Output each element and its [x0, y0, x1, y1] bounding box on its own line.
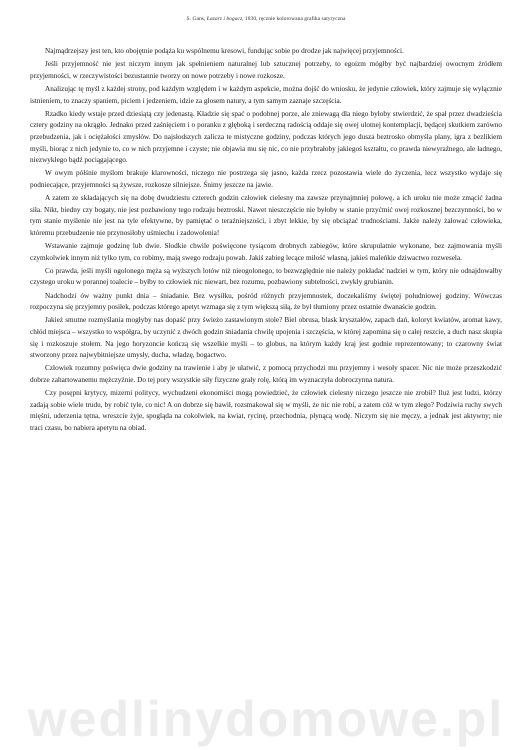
- paragraph: Co prawda, jeśli myśli ogolonego męża są wyższych lotów niż nieogolonego, to bezwzględnie nie należy pokładać nadziei w tym, który nie odnajdowałby czystego uroku w porannej toalecie – byłby to człowiek nic niewart, bez rozumu, pozbawiony subtelności, zwykły grubianin.: [30, 266, 502, 287]
- paragraph: Najmądrzejszy jest ten, kto obojętnie podąża ku wspólnemu kresowi, fundując sobie po drodze jak najwięcej przyjemności.: [45, 47, 404, 55]
- header-caption: , 1830, ręcznie kolorowana grafika satyryczna: [242, 16, 346, 22]
- header-title: Łazarz i bogacz: [206, 16, 243, 22]
- paragraph: Człowiek rozumny poświęca dwie godziny na trawienie i aby je ułatwić, z pomocą przychodzi mu przyjemny i wesoły spacer. Nic nie może przeszkodzić dobrze zahartowanemu mężczyźnie. Do tej pory wszystkie siły fizyczne grały rolę, którą im wyznaczyła dobroczynna natura.: [30, 364, 502, 384]
- paragraph: Analizując tę myśl z każdej strony, pod każdym względem i w każdym aspekcie, można dojść do wniosku, że jedynie człowiek, który zajmuje się wyłącznie istnieniem, to znaczy spaniem, piciem i jedzeniem, idzie za głosem natury, a tym samym zaznaje szczęścia.: [30, 84, 502, 105]
- page-header: [0, 16, 532, 22]
- header-author: S. Gans,: [186, 16, 207, 22]
- watermark: wedlinydomowe.pl: [27, 691, 505, 747]
- article-body: [30, 46, 502, 436]
- paragraph: W owym półśnie myślom brakuje klarowności, niczego nie postrzega się jasno, każda rzecz pozostawia wiele do życzenia, lecz wszystko wydaje się podniecające, przyjemności są żywsze, rozkosze silniejsze. Śnimy jeszcze na jawie.: [30, 169, 502, 189]
- paragraph: Wstawanie zajmuje godzinę lub dwie. Słodkie chwile poświęcone tysiącom drobnych zabiegów, które skrupulatnie wykonane, bez zajmowania myśli czymkolwiek innym niż tylko tym, co robimy, mają swego rodzaju powab. Jakiś zabieg lecące miłość własną, jakieś maleńkie dziwactwo rozwesela.: [30, 242, 502, 262]
- paragraph: Jakież smutne rozmyślania mogłyby nas dopaść przy świeżo zastawionym stole? Biel obrusa, blask kryształów, zapach dań, koloryt kwiatów, aromat kawy, chłód miejsca – wszystko to współgra, by uczynić z dwóch godzin śniadania chwilę upojenia i szczęścia, w której zapomina się o całej reszcie, a duch nasz skupia się i rozkoszuje stołem. Na jego horyzoncie kończą się wszelkie myśli – to globus, na którym każdy kraj jest godnie reprezentowany; to czarowny świat stworzony przez najwybitniejsze umysły, ducha, władzę, bogactwo.: [30, 316, 502, 360]
- paragraph: A zatem ze składających się na dobę dwudziestu czterech godzin człowiek cielesny ma zawsze przynajmniej połowę, a ich uroku nie może zmącić żadna siła. Nikt, biedny czy bogaty, nie jest pozbawiony tego rodzaju beztroski. Nawet nieszczęście nie byłoby w stanie przyćmić owej rozkosznej bezczynności, bo w tym stanie myślenie nie jest na tyle efektywne, by pamiętać o teraźniejszości, i zbyt lekkie, by się obciążać trudnościami. Jakże należy żałować człowieka, któremu przebudzenie nie przynosiłoby uśmiechu i zadowolenia!: [30, 194, 502, 237]
- paragraph: Jeśli przyjemność nie jest niczym innym jak spełnieniem naturalnej lub sztucznej potrzeby, to egoizm mógłby być najbardziej owocnym źródłem przyjemności, w rzeczywistości bezustannie tworzy on nowe potrzeby i nowe rozkosze.: [30, 60, 502, 80]
- paragraph: Nadchodzi ów ważny punkt dnia – śniadanie. Bez wysiłku, pośród różnych przyjemnostek, doczekaliśmy świętej południowej godziny. Wówczas rozpoczyna się przyjemny posiłek, podczas którego apetyt wzmaga się z tym większą siłą, że był tłumiony przez ostatnie dwanaście godzin.: [30, 291, 502, 312]
- paragraph: Czy posępni krytycy, mizerni politycy, wychudzeni ekonomiści mogą powiedzieć, że człowiek cielesny niczego jeszcze nie zrobił? Iluż jest ludzi, którzy zadają sobie wiele trudu, by robić tyle, co nic! A on dobrze się bawił, rozsmakował się w myśli, że nic nie robi, a zatem cóż w tym złego? Podziwia ruchy swych mięśni, uderzenia tętna, wreszcie żyje, spogląda na cokolwiek, na kwiat, rycinę, przechodnia, płynącą wodę. Niczym się nie męczy, a jednak jest aktywny; nie traci czasu, bo nabiera apetytu na obiad.: [30, 389, 502, 432]
- paragraph: Rzadko kiedy wstaje przed dziesiątą czy jedenastą. Kładzie się spać o podobnej porze, ale zniewagą dla niego byłoby stwierdzić, że spał przez dwadzieścia cztery godziny na okrągło. Jednako przed zaśnięciem i o poranku z głęboką i serdeczną radością oddaje się owej ulotnej kontemplacji, będącej skutkiem zarówno przebudzenia, jak i ociężałości zmysłów. Do najsłodszych zalicza te mistyczne godziny, podczas których jego dusza beztrosko obmyśla plany, igra z bezlikiem myśli, biorąc z nich jedynie to, co w nich przyjemne i czyste; nie objawia mu się nic, co nie przybrałoby jakiegoś kształtu, co prawda niewyraźnego, ale ładnego, niezwykłego bądź pociągającego.: [30, 109, 502, 165]
